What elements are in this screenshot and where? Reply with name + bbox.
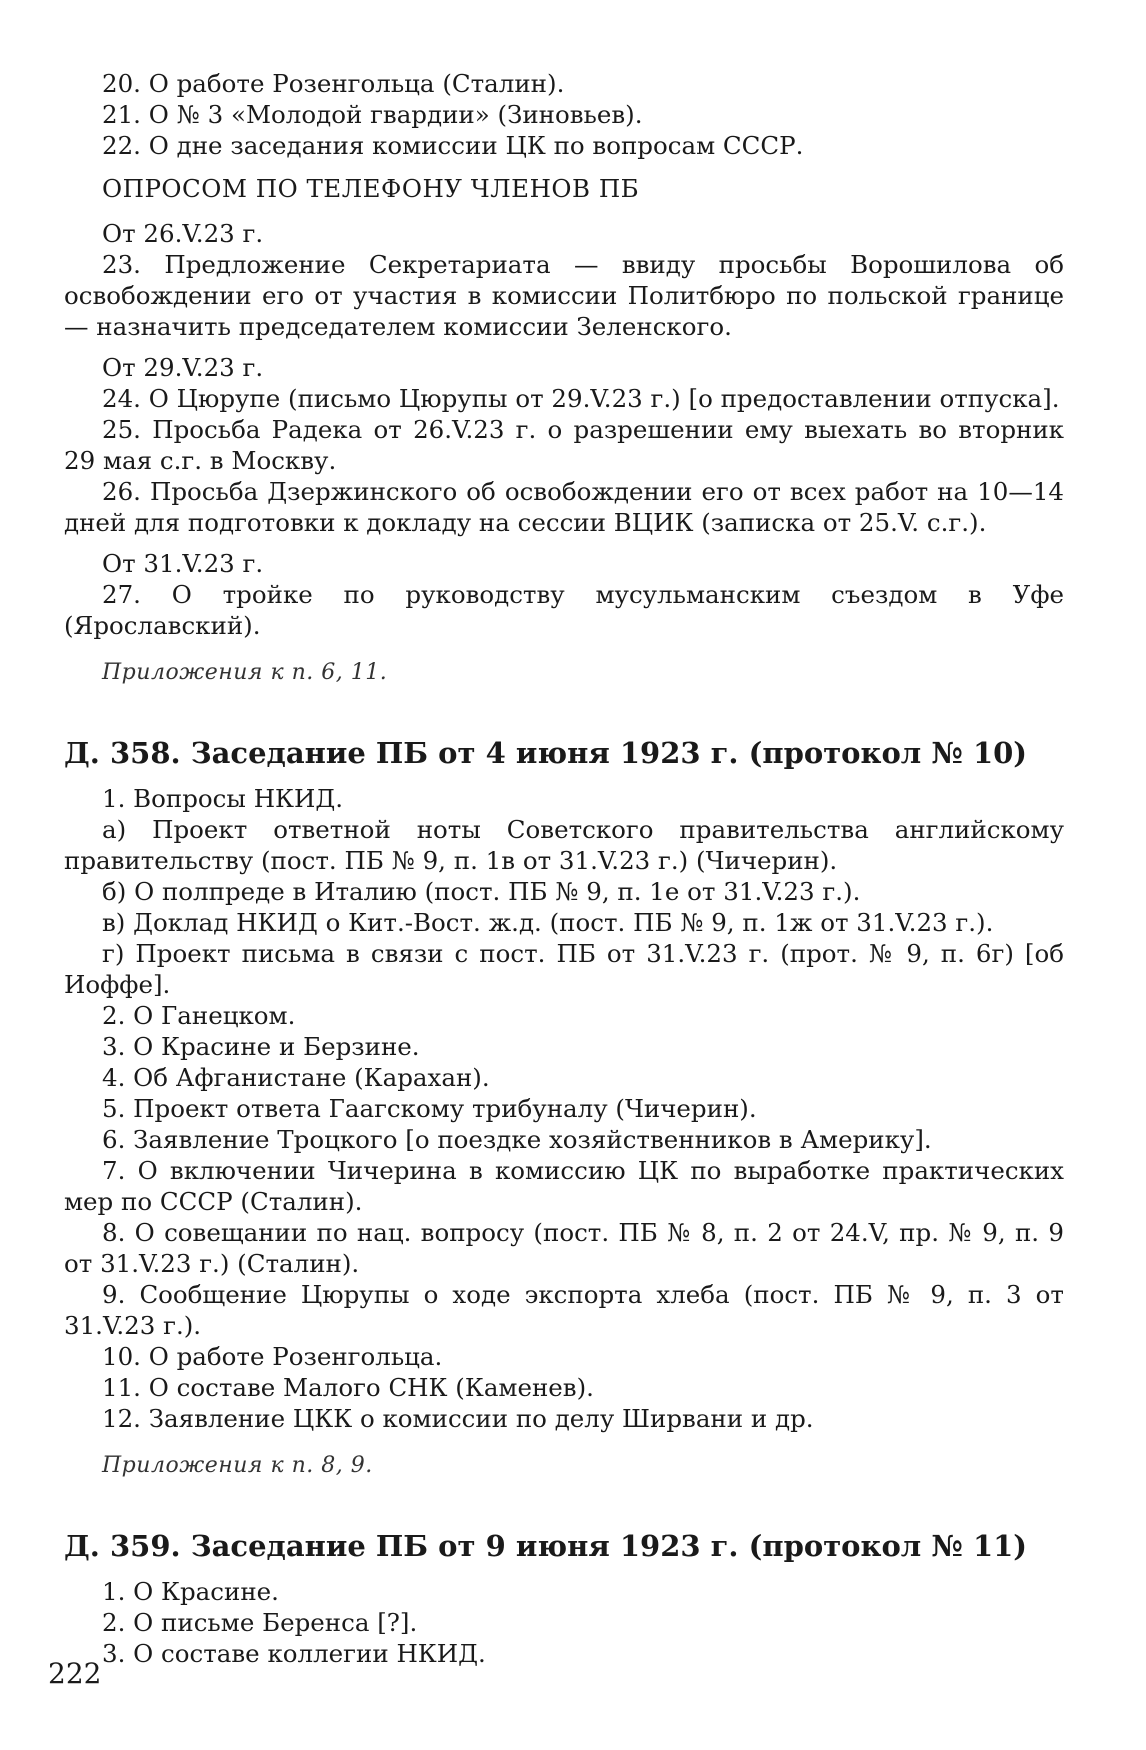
poll-date: От 29.V.23 г. [102,353,264,382]
page-content [64,68,1064,1669]
page-number: 222 [48,1657,102,1690]
agenda-item: 7. О включении Чичерина в комиссию ЦК по выработке практических мер по СССР (Сталин). [64,1156,1064,1216]
agenda-item: 26. Просьба Дзержинского об освобождении его от всех работ на 10—14 дней для подготовки к докладу на сессии ВЦИК (записка от 25.V. с.г.). [64,477,1064,537]
appendix-note: Приложения к п. 8, 9. [102,1453,373,1478]
document-358-title: Д. 358. Заседание ПБ от 4 июня 1923 г. (протокол № 10) [64,736,1028,770]
document-359-title: Д. 359. Заседание ПБ от 9 июня 1923 г. (протокол № 11) [64,1529,1028,1563]
agenda-item: 10. О работе Розенгольца. [102,1342,443,1371]
agenda-item: 21. О № 3 «Молодой гвардии» (Зиновьев). [102,100,643,129]
agenda-item: 8. О совещании по нац. вопросу (пост. ПБ № 8, п. 2 от 24.V, пр. № 9, п. 9 от 31.V.23 г.) (Сталин). [64,1218,1064,1278]
agenda-item: 3. О Красине и Берзине. [102,1032,420,1061]
poll-date: От 31.V.23 г. [102,549,264,578]
agenda-item: 12. Заявление ЦКК о комиссии по делу Ширвани и др. [102,1404,814,1433]
agenda-item: 3. О составе коллегии НКИД. [102,1639,486,1668]
agenda-item: 9. Сообщение Цюрупы о ходе экспорта хлеба (пост. ПБ № 9, п. 3 от 31.V.23 г.). [64,1280,1064,1340]
agenda-item: 27. О тройке по руководству мусульманским съездом в Уфе (Ярославский). [64,580,1064,640]
poll-date: От 26.V.23 г. [102,219,264,248]
agenda-item: 6. Заявление Троцкого [о поездке хозяйственников в Америку]. [102,1125,932,1154]
agenda-item: 23. Предложение Секретариата — ввиду просьбы Ворошилова об освобождении его от участия в комиссии Политбюро по польской границе — назначить председателем комиссии Зеленского. [64,250,1064,341]
agenda-item: 4. Об Афганистане (Карахан). [102,1063,490,1092]
agenda-item: 22. О дне заседания комиссии ЦК по вопросам СССР. [102,131,804,160]
agenda-item: 1. Вопросы НКИД. [102,784,344,813]
agenda-subitem: а) Проект ответной ноты Советского правительства английскому правительству (пост. ПБ № 9, п. 1в от 31.V.23 г.) (Чичерин). [64,815,1064,875]
agenda-item: 5. Проект ответа Гаагскому трибуналу (Чичерин). [102,1094,757,1123]
agenda-item: 25. Просьба Радека от 26.V.23 г. о разрешении ему выехать во вторник 29 мая с.г. в Москву. [64,415,1064,475]
agenda-item: 2. О письме Беренса [?]. [102,1608,418,1637]
phone-poll-heading: ОПРОСОМ ПО ТЕЛЕФОНУ ЧЛЕНОВ ПБ [102,174,640,203]
appendix-note: Приложения к п. 6, 11. [102,660,388,685]
agenda-subitem: б) О полпреде в Италию (пост. ПБ № 9, п. 1е от 31.V.23 г.). [102,877,861,906]
agenda-subitem: в) Доклад НКИД о Кит.-Вост. ж.д. (пост. ПБ № 9, п. 1ж от 31.V.23 г.). [102,908,994,937]
agenda-item: 20. О работе Розенгольца (Сталин). [102,69,565,98]
agenda-item: 11. О составе Малого СНК (Каменев). [102,1373,594,1402]
agenda-item: 24. О Цюрупе (письмо Цюрупы от 29.V.23 г.) [о предоставлении отпуска]. [102,384,1060,413]
agenda-item: 2. О Ганецком. [102,1001,296,1030]
agenda-subitem: г) Проект письма в связи с пост. ПБ от 31.V.23 г. (прот. № 9, п. 6г) [об Иоффе]. [64,939,1064,999]
agenda-item: 1. О Красине. [102,1577,279,1606]
